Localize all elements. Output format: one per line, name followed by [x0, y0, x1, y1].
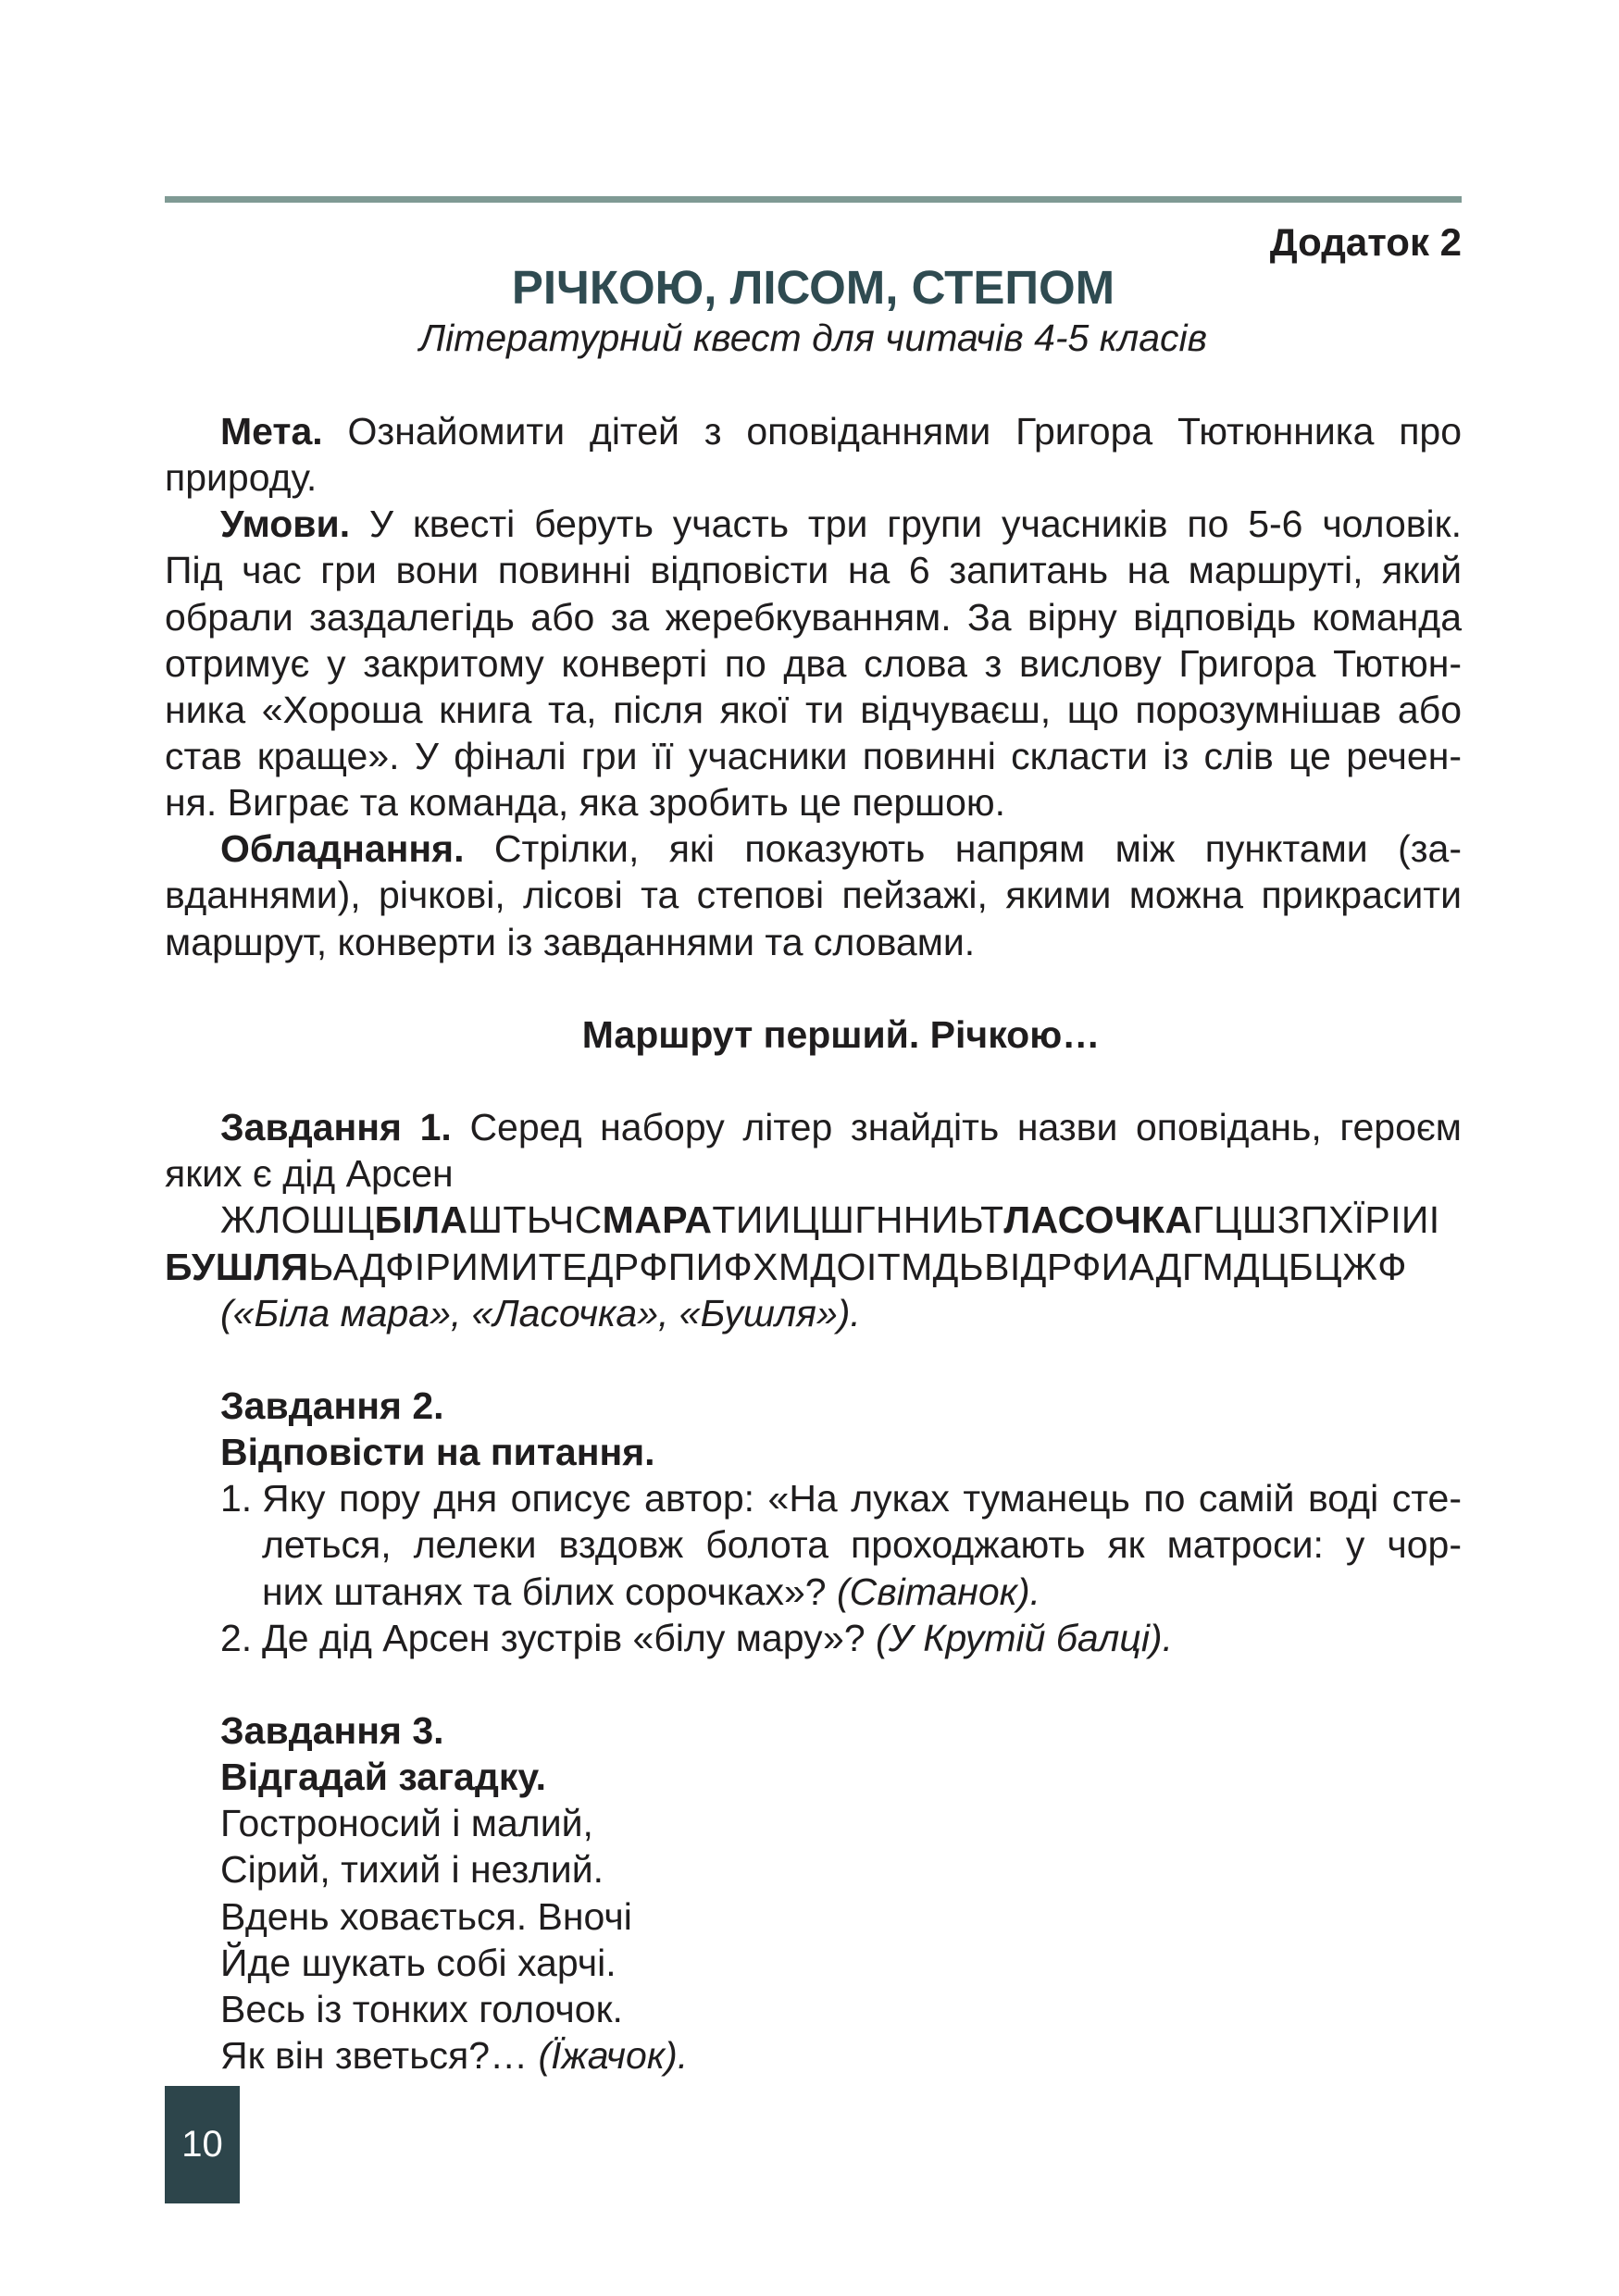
text-line: [165, 1475, 1462, 1521]
item-number: 2.: [220, 1616, 253, 1659]
riddle-line: Вдень ховається. Вночі: [220, 1894, 632, 1938]
spacer: [165, 1661, 1462, 1707]
highlighted-word: ЛАСОЧКА: [1003, 1198, 1193, 1242]
equipment-label: Обладнання.: [220, 827, 465, 871]
item-number: 1.: [220, 1477, 253, 1520]
conditions-paragraph: [165, 501, 1462, 825]
task-1: [165, 1104, 1462, 1336]
question-item: [165, 1615, 1462, 1661]
letters: ЬАДФІРИМИТЕДРФПИФХМДОІТМДЬВІДРФИАДГМДЦБЦЖФ: [308, 1245, 1407, 1288]
text-line: [165, 1104, 1462, 1150]
text-line: [165, 501, 1462, 547]
route-heading: Маршрут перший. Річкою…: [581, 1012, 1101, 1056]
conditions-label: Умови.: [220, 503, 351, 546]
document-subtitle: Літературний квест для читачів 4-5 класів: [418, 316, 1208, 359]
riddle-line: Весь із тонких голочок.: [220, 1987, 623, 2030]
letter-grid-line: [165, 1244, 1462, 1290]
page-number: 10: [181, 2124, 223, 2165]
task-1-label: Завдання 1.: [220, 1106, 452, 1149]
task-2: [165, 1383, 1462, 1661]
task-2-label: Завдання 2.: [220, 1384, 444, 1427]
question-item: [165, 1475, 1462, 1614]
line-text: Серед набору літер знайдіть назви оповідань, героєм: [469, 1106, 1462, 1149]
header-rule: [165, 196, 1462, 203]
document-title: РІЧКОЮ, ЛІСОМ, СТЕПОМ: [511, 261, 1115, 314]
goal-label: Мета.: [220, 410, 323, 453]
text-line: [165, 1615, 1462, 1661]
text-line: вданнями), річкові, лісові та степові пейзажі, якими можна прикрасити: [165, 874, 1462, 917]
goal-paragraph: [165, 408, 1462, 501]
highlighted-word: БІЛА: [374, 1198, 468, 1242]
letters: ТИИЦШГННИЬТ: [712, 1198, 1004, 1242]
riddle-line: [165, 2032, 1462, 2079]
text-line: яких є дід Арсен: [165, 1152, 454, 1196]
text-line: [165, 1569, 1462, 1615]
text-line: природу.: [165, 456, 318, 500]
body-text: [165, 408, 1462, 2079]
line-text: Яку пору дня описує автор: «На луках туманець по самій воді сте-: [262, 1477, 1462, 1520]
line-text: Ознайомити дітей з оповіданнями Григора Тютюнника про: [347, 410, 1462, 453]
letter-grid-line: [165, 1197, 1462, 1243]
page-number-box: [165, 2086, 240, 2203]
highlighted-word: МАРА: [602, 1198, 713, 1242]
text-line: маршрут, конверти із завданнями та словами.: [165, 920, 976, 963]
item-answer: (Світанок).: [836, 1570, 1041, 1613]
task-3-instruction: Відгадай загадку.: [220, 1756, 546, 1799]
spacer: [165, 1336, 1462, 1383]
task-3: [165, 1707, 1462, 2079]
line-text: них штанях та білих сорочках»?: [262, 1570, 827, 1613]
equipment-paragraph: [165, 825, 1462, 964]
appendix-label: Додаток 2: [1269, 220, 1462, 264]
item-answer: (У Крутій балці).: [876, 1616, 1173, 1659]
riddle-line: Сірий, тихий і незлий.: [220, 1848, 604, 1892]
text-line: ня. Виграє та команда, яка зробить це першою.: [165, 781, 1006, 825]
riddle-answer: (Їжачок).: [538, 2033, 689, 2077]
line-text: Де дід Арсен зустрів «білу мару»?: [262, 1616, 866, 1659]
text-line: став краще». У фіналі гри її учасники повинні скласти із слів це речен-: [165, 734, 1462, 777]
text-line: ника «Хороша книга та, після якої ти відчуваєш, що порозумнішав або: [165, 688, 1462, 731]
line-text: Як він зветься?…: [220, 2033, 529, 2077]
spacer: [165, 1058, 1462, 1104]
line-text: У квесті беруть участь три групи учасників по 5-6 чоловік.: [368, 503, 1462, 546]
text-line: отримує у закритому конверті по два слова з вислову Григора Тютюн-: [165, 641, 1462, 685]
task-3-label: Завдання 3.: [220, 1708, 444, 1752]
letters: ШТЬЧС: [467, 1198, 603, 1242]
line-text: Стрілки, які показують напрям між пунктами (за-: [493, 827, 1462, 871]
text-line: обрали заздалегідь або за жеребкуванням. За вірну відповідь команда: [165, 595, 1462, 639]
text-line: [165, 408, 1462, 454]
spacer: [165, 965, 1462, 1011]
riddle-line: Гостроносий і малий,: [220, 1802, 593, 1845]
task-1-answer: («Біла мара», «Ласочка», «Бушля»).: [220, 1291, 861, 1334]
letters: ГЦШЗПХЇРІИІ: [1192, 1198, 1440, 1242]
letters: ЖЛОШЦ: [220, 1198, 375, 1242]
task-2-instruction: Відповісти на питання.: [220, 1431, 655, 1474]
riddle-line: Йде шукать собі харчі.: [220, 1941, 616, 1984]
highlighted-word: БУШЛЯ: [165, 1245, 309, 1288]
text-line: Під час гри вони повинні відповісти на 6 запитань на маршруті, який: [165, 549, 1462, 592]
text-line: [165, 825, 1462, 872]
text-line: леться, лелеки вздовж болота проходжають як матроси: у чор-: [262, 1523, 1462, 1567]
